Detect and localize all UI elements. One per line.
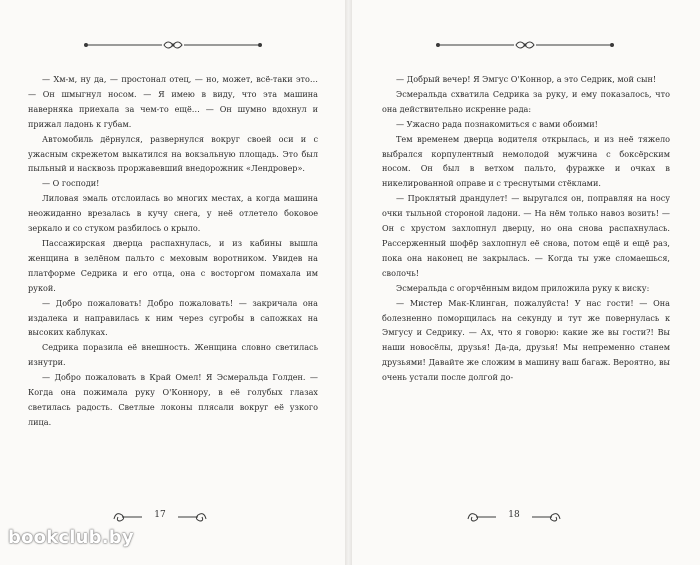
page-number: 18 — [508, 510, 520, 520]
paragraph: — Ужасно рада познакомиться с вами обоими! — [396, 118, 598, 129]
paragraph: Пассажирская дверца распахнулась, и из кабины вышла женщина в зелёном пальто с меховым воротником. Увидев на платформе Седрика и его отца, она с восторгом помахала им рукой. — [28, 237, 318, 293]
paragraph: Лиловая эмаль отслоилась во многих местах, а когда машина неожиданно врезалась в кучу снега, у неё отлетело боковое зеркало и со стуком разбилось о крыло. — [28, 193, 318, 234]
watermark: bookclub.by — [8, 527, 134, 548]
page-number-block — [110, 507, 210, 527]
paragraph: Седрика поразила её внешность. Женщина словно светилась изнутри. — [28, 342, 318, 368]
paragraph: — Проклятый драндулет! — выругался он, поправляя на носу очки тыльной стороной ладони. — На нём только навоз возить! — Он с хрустом захлопнул дверцу, но она снова распахнулась. Рассерженный шофёр захлопнул её снова, потом ещё и ещё раз, пока она наконец не закрылась. — Когда ты уже сломаешься, сволочь! — [382, 193, 670, 278]
header-ornament-icon — [78, 38, 268, 52]
paragraph: — Хм-м, ну да, — простонал отец, — но, может, всё-таки это… — Он шмыгнул носом. — Я имею в виду, что эта машина наверняка приехала за чем-то ещё… — Он шумно вдохнул и прижал ладонь к губам. — [28, 74, 318, 129]
paragraph: Тем временем дверца водителя открылась, и из неё тяжело выбрался корпулентный немолодой мужчина с боксёрским носом. Он был в ветхом пальто, фуражке и очках в никелированной оправе и с треснутыми стёклами. — [382, 133, 670, 189]
left-page — [0, 0, 345, 565]
paragraph: Эсмеральда схватила Седрика за руку, и ему показалось, что она действительно искренне рада: — [382, 88, 670, 114]
paragraph: Эсмеральда с огорчённым видом приложила руку к виску: — [396, 282, 650, 293]
paragraph: — Мистер Мак-Клинган, пожалуйста! У нас гости! — Она болезненно поморщилась на секунду и тут же повернулась к Эмгусу и Седрику. — Ах, что я говорю: какие же вы гости?! Вы наши новосёлы, друзья! Да-да, друзья! Мы непременно станем друзьями! Давайте же сложим в машину ваш багаж. Вероятно, вы очень устали после долгой до- — [382, 297, 670, 383]
page-number-block — [464, 507, 564, 527]
page-number: 17 — [154, 510, 166, 520]
left-page-text — [28, 72, 318, 430]
paragraph: — О господи! — [42, 178, 100, 189]
paragraph: — Добро пожаловать в Край Омел! Я Эсмеральда Голден. — Когда она пожимала руку О'Коннору, в её голубых глазах светилась радость. Светлые локоны плясали вокруг её узкого лица. — [28, 372, 318, 427]
paragraph: — Добро пожаловать! Добро пожаловать! — закричала она издалека и направилась к ним через сугробы в сапожках на высоких каблуках. — [28, 297, 318, 338]
paragraph: — Добрый вечер! Я Эмгус О'Коннор, а это Седрик, мой сын! — [396, 74, 657, 84]
right-page-text — [382, 72, 670, 385]
right-page — [352, 0, 700, 565]
book-gutter — [345, 0, 352, 565]
paragraph: Автомобиль дёрнулся, развернулся вокруг своей оси и с ужасным скрежетом выкатился на вокзальную площадь. Это был пыльный и насквозь проржавевший внедорожник «Лендровер». — [28, 133, 318, 174]
header-ornament-icon — [430, 38, 620, 52]
